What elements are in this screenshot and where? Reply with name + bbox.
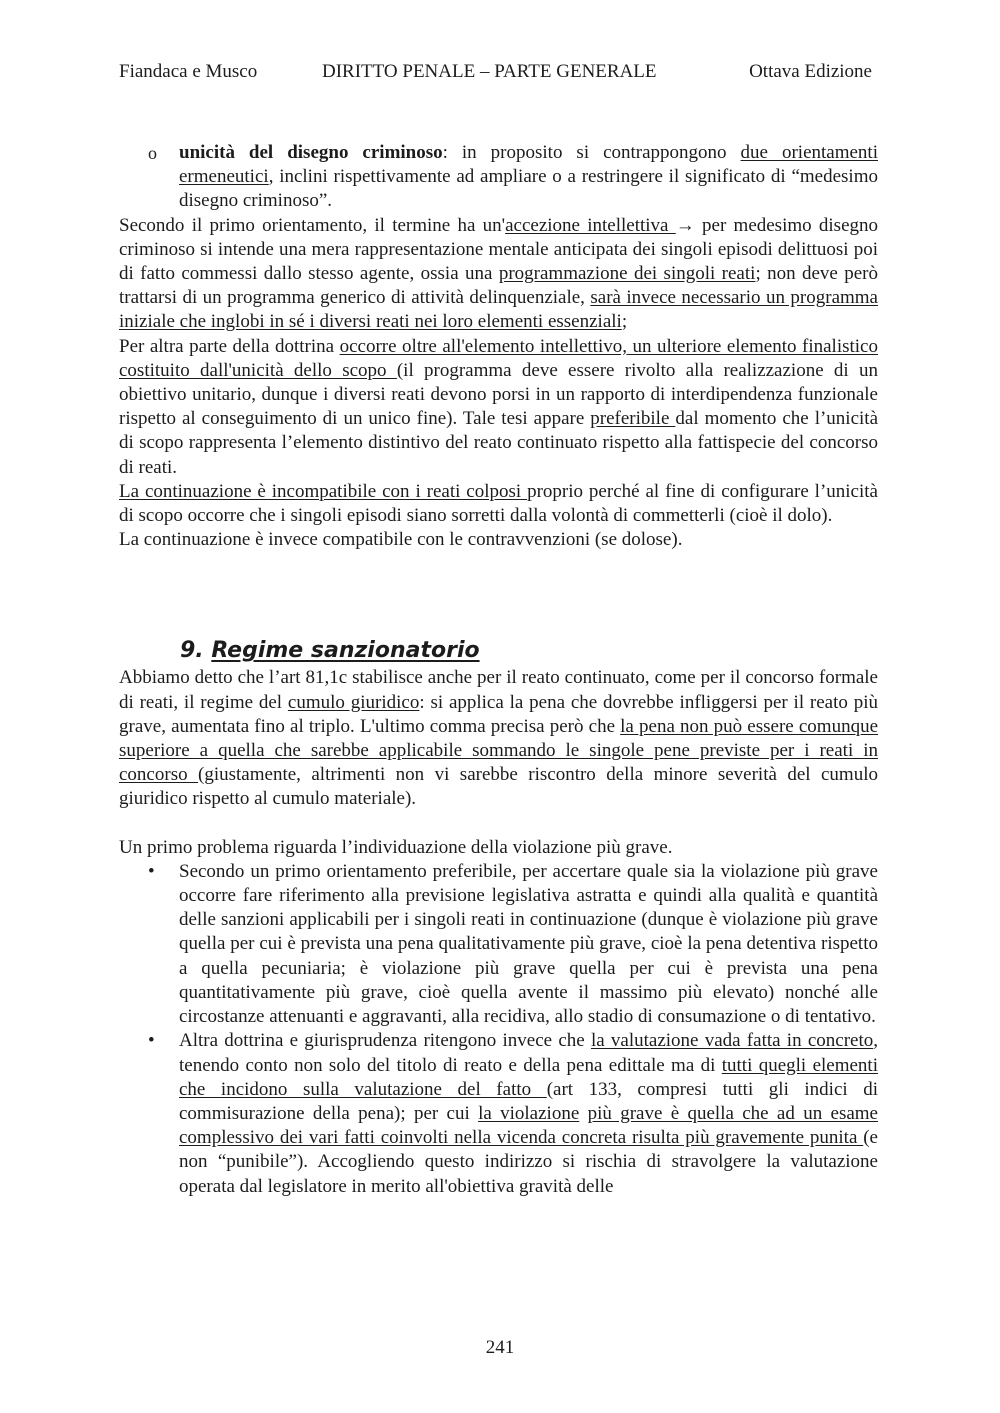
text-run: proprio perché al fine di configurare l’unicità di scopo occorre che i singoli episodi siano sorretti dalla volontà di commetterli (cioè il dolo). — [119, 480, 878, 527]
section-number: 9. — [180, 638, 212, 664]
underlined-phrase: sarà invece necessario un programma iniziale che inglobi in sé i diversi reati nei loro elementi essenziali — [119, 287, 878, 333]
text-run: Secondo un primo orientamento preferibile, per accertare quale sia la violazione più grave occorre fare riferimento alla previsione legislativa astratta e quindi alla qualità e quantità delle sanzioni applicabili per i singoli reati in continuazione (dunque è violazione più grave quella per cui è prevista una pena qualitativamente più grave, cioè la pena detentiva rispetto a quella pecuniaria; è violazione più grave quella per cui è prevista una pena quantitativamente più grave, cioè quella avente il massimo più elevato) nonché alle circostanze attenuanti e aggravanti, alla recidiva, allo stadio di consumazione o di tentativo. — [179, 860, 878, 1028]
text-run: Abbiamo detto che l’art 81,1c stabilisce anche per il reato continuato, come per il concorso formale di reati, il regime del — [119, 667, 878, 713]
underlined-phrase: accezione intellettiva — [505, 214, 676, 236]
paragraph — [119, 666, 878, 811]
page-header — [119, 59, 872, 85]
vertical-gap — [119, 552, 878, 636]
page-content — [119, 141, 878, 1199]
sub-list-item — [119, 141, 878, 214]
underlined-phrase: più grave è quella che ad un esame complessivo dei vari fatti coinvolti nella vicenda concreta risulta più gravemente punita — [179, 1102, 878, 1149]
section-heading — [180, 636, 878, 666]
text-run: Per altra parte della dottrina — [119, 335, 340, 357]
paragraph — [119, 528, 878, 552]
underlined-phrase: la violazione — [478, 1102, 580, 1124]
hollow-bullet-icon: o — [148, 143, 157, 163]
text-run: (il programma deve essere rivolto alla realizzazione di un obiettivo unitario, dunque i diversi reati devono porsi in un rapporto di interdipendenza funzionale rispetto al conseguimento di un unico fine). Tale tesi appare — [119, 359, 879, 430]
paragraph — [119, 836, 878, 860]
text-run: , tenendo conto non solo del titolo di reato e della pena edittale ma di — [179, 1030, 878, 1076]
underlined-phrase: due orientamenti ermeneutici — [179, 142, 878, 188]
text-run: Altra dottrina e giurisprudenza ritengono invece che — [179, 1030, 591, 1052]
header-edition: Ottava Edizione — [749, 61, 872, 82]
underlined-phrase: la pena non può essere comunque superiore a quella che sarebbe applicabile sommando le singole pene previste per i reati in concorso — [119, 715, 878, 786]
text-run: dal momento che l’unicità di scopo rappresenta l’elemento distintivo del reato continuato rispetto alla fattispecie del concorso di reati. — [119, 408, 878, 478]
text-run: : in proposito si contrappongono — [442, 142, 741, 163]
text-run: (giustamente, altrimenti non vi sarebbe riscontro della minore severità del cumulo giuridico rispetto al cumulo materiale). — [119, 764, 878, 810]
bullet-icon: • — [148, 1030, 155, 1052]
bullet-list-item — [119, 1029, 878, 1198]
header-title: DIRITTO PENALE – PARTE GENERALE — [322, 61, 657, 82]
underlined-phrase: programmazione dei singoli reati — [498, 263, 756, 285]
text-run: ; — [621, 311, 628, 333]
underlined-phrase: preferibile — [590, 408, 676, 430]
text-run: : si applica la pena che dovrebbe infliggersi per il reato più grave, aumentata fino al triplo. L'ultimo comma precisa però che — [119, 691, 878, 737]
header-authors: Fiandaca e Musco — [119, 61, 258, 82]
text-run: (art 133, compresi tutti gli indici di commisurazione della pena); per cui — [179, 1078, 879, 1124]
text-run: Un primo problema riguarda l’individuazione della violazione più grave. — [119, 836, 673, 858]
section-title: Regime sanzionatorio — [211, 638, 480, 664]
bold-term: unicità del disegno criminoso — [179, 142, 443, 163]
text-run: La continuazione è invece compatibile con le contravvenzioni (se dolose). — [119, 529, 683, 551]
page-number: 241 — [485, 1337, 515, 1358]
underlined-phrase: occorre oltre all'elemento intellettivo, un ulteriore elemento finalistico costituito dall'unicità dello scopo — [119, 335, 878, 381]
bullet-icon: • — [148, 860, 155, 882]
text-run: ; non deve però trattarsi di un programma generico di attività delinquenziale, — [119, 263, 879, 309]
paragraph — [119, 480, 878, 528]
text-run: , inclini rispettivamente ad ampliare o a restringere il significato di “medesimo disegno criminoso”. — [179, 166, 878, 212]
text-run: → per medesimo disegno criminoso si intende una mera rappresentazione mentale anticipata dei singoli episodi delittuosi poi di fatto commessi dallo stesso agente, ossia una — [119, 214, 878, 285]
bullet-list-item — [119, 860, 878, 1029]
vertical-gap — [119, 812, 878, 836]
paragraph — [119, 214, 878, 335]
text-run: (e non “punibile”). Accogliendo questo indirizzo si rischia di stravolgere la valutazione operata dal legislatore in merito all'obiettiva gravità delle — [179, 1127, 878, 1197]
text-run — [579, 1103, 587, 1124]
paragraph — [119, 335, 878, 480]
underlined-phrase: La continuazione è incompatibile con i reati colposi — [119, 480, 528, 502]
underlined-phrase: cumulo giuridico — [287, 691, 420, 713]
underlined-phrase: la valutazione vada fatta in concreto — [590, 1030, 874, 1052]
underlined-phrase: tutti quegli elementi che incidono sulla valutazione del fatto — [179, 1054, 878, 1100]
text-run: Secondo il primo orientamento, il termine ha un' — [119, 214, 506, 236]
